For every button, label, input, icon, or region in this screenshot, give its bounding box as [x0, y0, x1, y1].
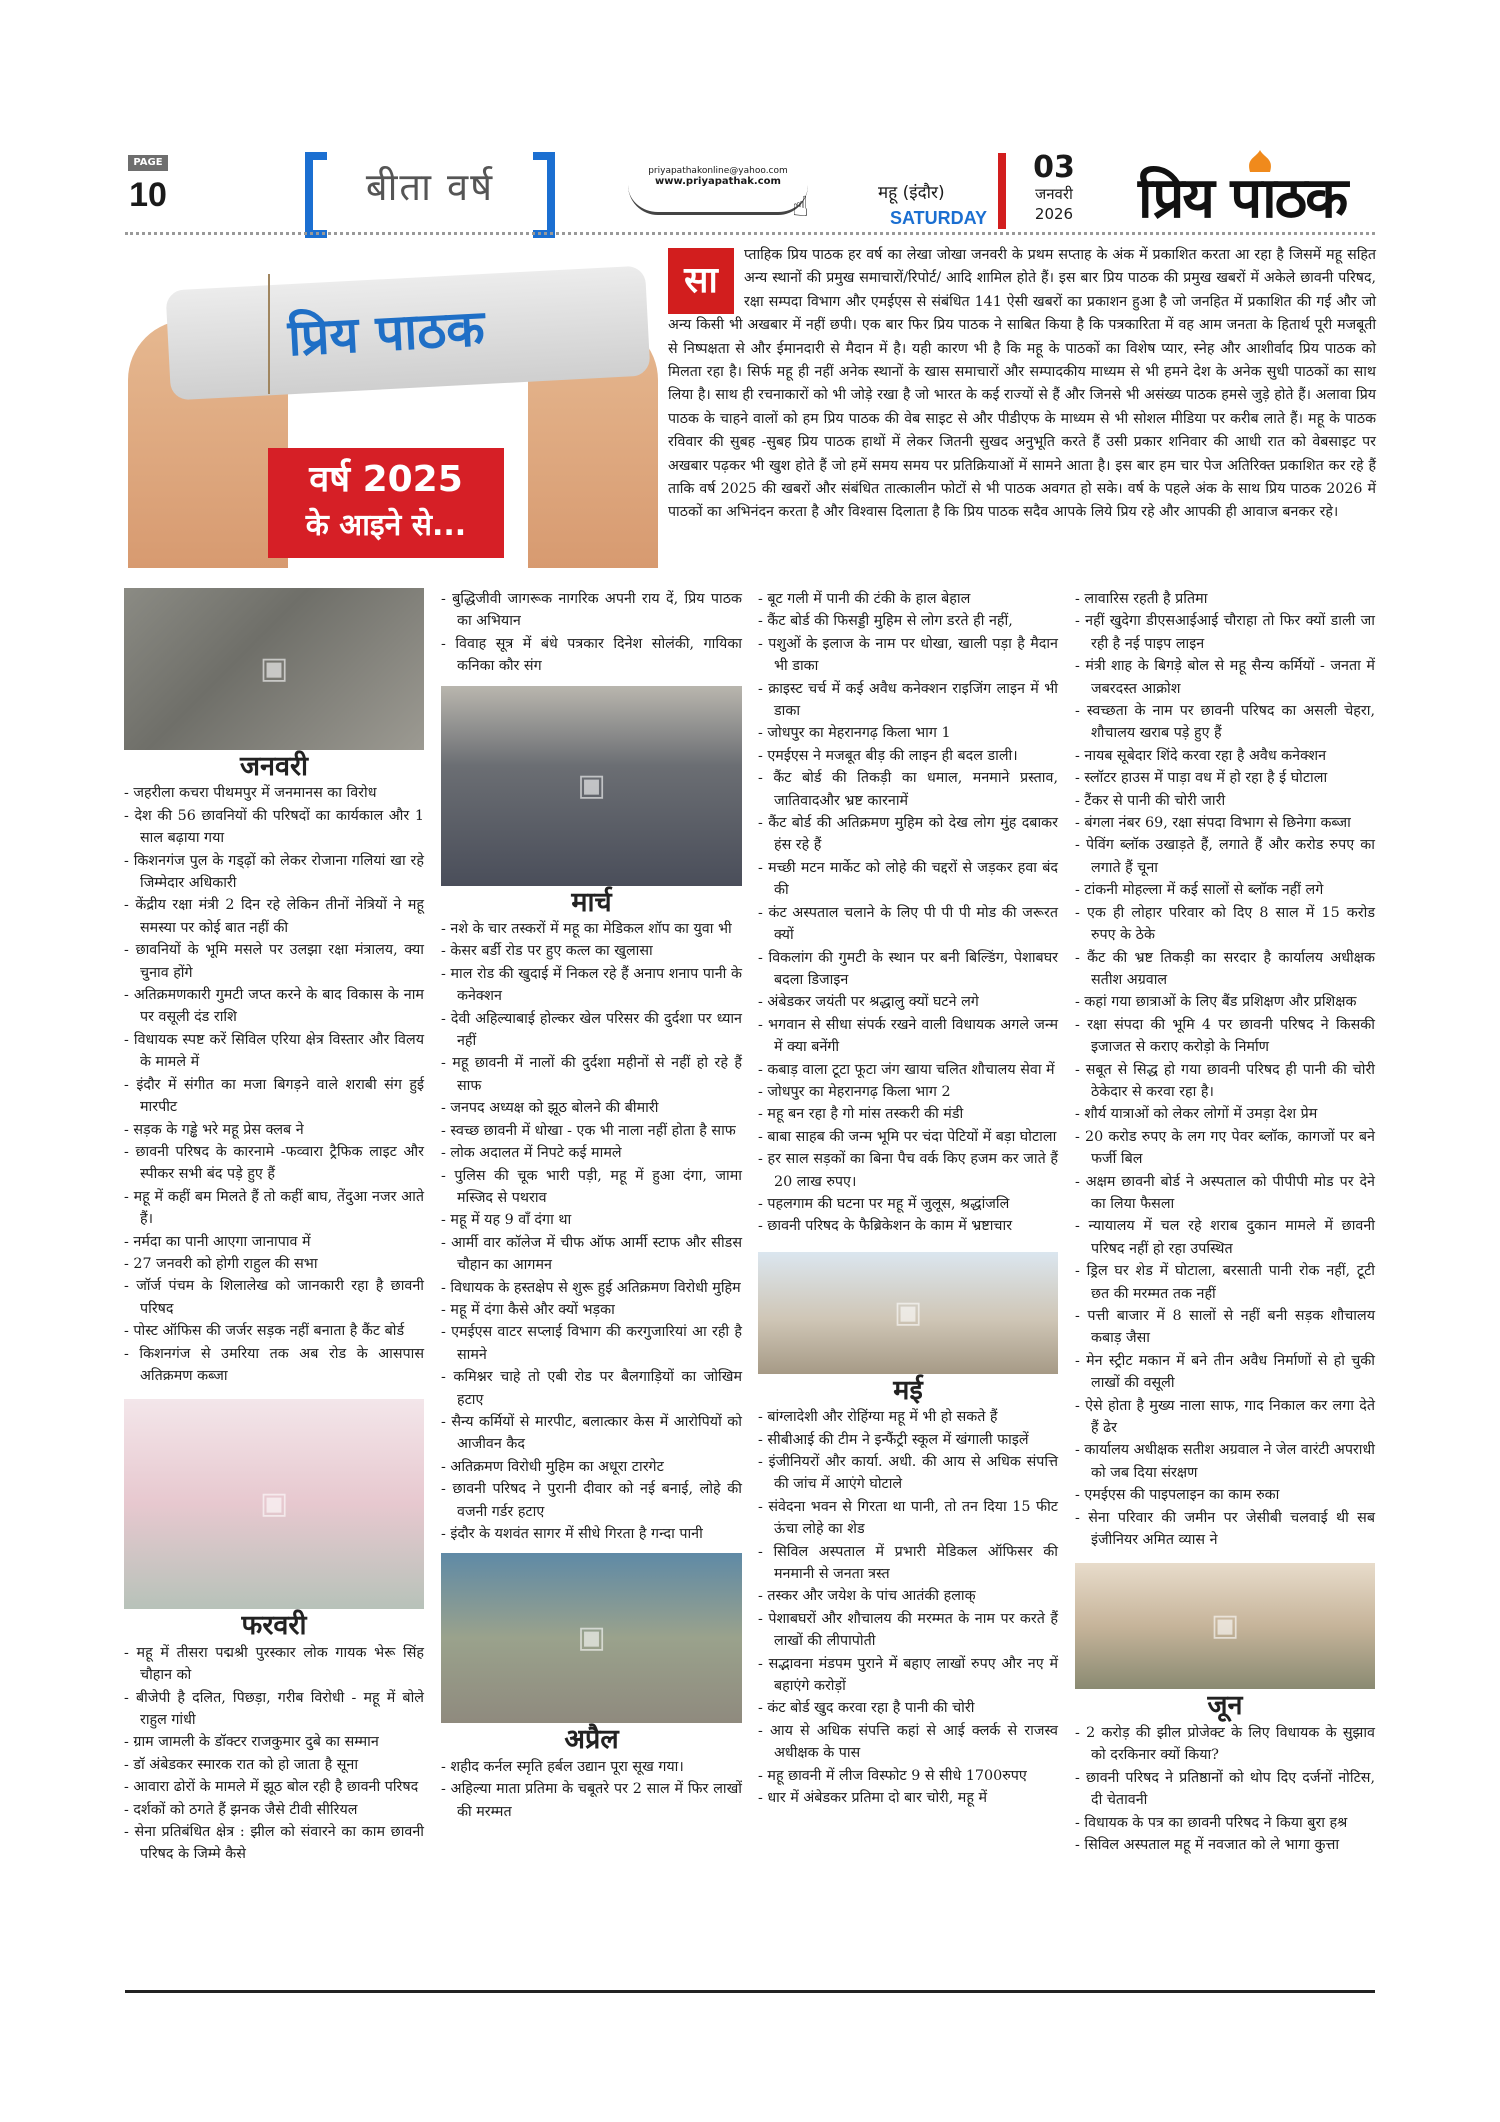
news-headline-item: - लावारिस रहती है प्रतिमा: [1075, 588, 1375, 610]
news-headline-item: - पत्ती बाजार में 8 सालों से नहीं बनी सड़क शौचालय कबाड़ जैसा: [1075, 1305, 1375, 1350]
news-headline-item: - सिविल अस्पताल महू में नवजात को ले भागा कुत्ता: [1075, 1834, 1375, 1856]
news-headline-item: - आवारा ढोरों के मामले में झूठ बोल रही है छावनी परिषद: [124, 1776, 424, 1798]
news-headline-item: - सद्भावना मंडपम पुराने में बहाए लाखों रुपए और नए में बहाएंगे करोड़ों: [758, 1653, 1058, 1698]
news-headline-item: - ग्राम जामली के डॉक्टर राजकुमार दुबे का सम्मान: [124, 1731, 424, 1753]
news-headline-item: - स्वच्छ छावनी में धोखा - एक भी नाला नहीं होता है साफ: [441, 1120, 742, 1142]
arrest-photo: [441, 686, 742, 886]
june-list: [1075, 1722, 1375, 1856]
masthead: प्रिय पाठक: [1138, 166, 1347, 231]
news-headline-item: - स्लॉटर हाउस में पाड़ा वध में हो रहा है ई घोटाला: [1075, 767, 1375, 789]
news-headline-item: - छावनी परिषद के कारनामे -फव्वारा ट्रैफिक लाइट और स्पीकर सभी बंद पड़े हुए हैं: [124, 1141, 424, 1186]
news-headline-item: - अंबेडकर जयंती पर श्रद्धालु क्यों घटने लगे: [758, 991, 1058, 1013]
news-headline-item: - किशनगंज से उमरिया तक अब रोड के आसपास अतिक्रमण कब्जा: [124, 1343, 424, 1388]
rally-stage-photo: [124, 1399, 424, 1609]
news-headline-item: - कहां गया छात्राओं के लिए बैंड प्रशिक्षण और प्रशिक्षक: [1075, 991, 1375, 1013]
news-headline-item: - नायब सूबेदार शिंदे करवा रहा है अवैध कनेक्शन: [1075, 745, 1375, 767]
news-headline-item: - केंद्रीय रक्षा मंत्री 2 दिन रहे लेकिन तीनों नेत्रियों ने महू समस्या पर कोई बात नहीं की: [124, 894, 424, 939]
broken-wall-photo: [441, 1553, 742, 1723]
page-number-tag: [128, 155, 168, 223]
news-headline-item: - जोधपुर का मेहरानगढ़ किला भाग 1: [758, 722, 1058, 744]
news-headline-item: - क्राइस्ट चर्च में कई अवैध कनेक्शन राइजिंग लाइन में भी डाका: [758, 678, 1058, 723]
news-headline-item: - देश की 56 छावनियों की परिषदों का कार्यकाल और 1 साल बढ़ाया गया: [124, 805, 424, 850]
news-headline-item: - बीजेपी है दलित, पिछड़ा, गरीब विरोधी - महू में बोले राहुल गांधी: [124, 1687, 424, 1732]
news-headline-item: - पोस्ट ऑफिस की जर्जर सड़क नहीं बनाता है कैंट बोर्ड: [124, 1320, 424, 1342]
news-headline-item: - अहिल्या माता प्रतिमा के चबूतरे पर 2 साल में फिर लाखों की मरम्मत: [441, 1778, 742, 1823]
news-headline-item: - कंट अस्पताल चलाने के लिए पी पी पी मोड की जरूरत क्यों: [758, 902, 1058, 947]
month-heading-june: जून: [1207, 1690, 1243, 1722]
news-headline-item: - सेना परिवार की जमीन पर जेसीबी चलवाई थी सब इंजीनियर अमित व्यास ने: [1075, 1507, 1375, 1552]
news-headline-item: - धार में अंबेडकर प्रतिमा दो बार चोरी, महू में: [758, 1787, 1058, 1809]
news-headline-item: - नर्मदा का पानी आएगा जानापाव में: [124, 1231, 424, 1253]
news-headline-item: - बाबा साहब की जन्म भूमि पर चंदा पेटियों में बड़ा घोटाला: [758, 1126, 1058, 1148]
month-heading-april: अप्रैल: [564, 1724, 619, 1756]
paper-brand: प्रिय पाठक: [286, 299, 486, 368]
news-headline-item: - बुद्धिजीवी जागरूक नागरिक अपनी राय दें, प्रिय पाठक का अभियान: [441, 588, 742, 633]
intro-text: प्ताहिक प्रिय पाठक हर वर्ष का लेखा जोखा जनवरी के प्रथम सप्ताह के अंक में प्रकाशित करता आ रहा है जिसमें महू सहित अन्य स्थानों की प्रमुख समाचारों/रिपोर्ट/ आदि शामिल होते हैं। इस बार प्रिय पाठक की प्रमुख खबरों में अकेले छावनी परिषद, रक्षा सम्पदा विभाग और एमईएस से संबंधित 141 ऐसी खबरों का प्रकाशन हुआ है जो जनहित में प्रकाशित की गई और जो अन्य किसी भी अखबार में नहीं छपी। एक बार फिर प्रिय पाठक ने साबित किया है कि पत्रकारिता में वह आम जनता के हितार्थ पूरी मजबूती से निष्पक्षता से और ईमानदारी से मैदान में है। यही कारण भी है कि महू के पाठकों का विशेष प्यार, स्नेह और आशीर्वाद प्रिय पाठक को मिलता रहा है। सिर्फ महू ही नहीं अनेक स्थानों के खास समाचारों और सम्पादकीय माध्यम से भी हमने देश के अनेक सुधी पाठकों का साथ लिया है। साथ ही रचनाकारों को भी जोड़े रखा है जो भारत के कई राज्यों से हैं और जिनसे भी असंख्य पाठक हमसे जुड़े होते हैं। अलावा प्रिय पाठक के चाहने वालों को हम प्रिय पाठक की वेब साइट से और पीडीएफ के माध्यम से भी सोशल मीडिया पर करीब लाते हैं। महू के पाठक रविवार की सुबह -सुबह प्रिय पाठक हाथों में लेकर जितनी सुखद अनुभूति करते हैं उसी प्रकार शनिवार की आधी रात को वेबसाइट पर अखबार पढ़कर भी खुश होते हैं जो हमें समय समय पर प्रतिक्रियाओं में सामने आता है। इस बार हम चार पेज अतिरिक्त प्रकाशित कर रहे हैं ताकि वर्ष 2025 की खबरों और संबंधित तात्कालीन फोटों से भी पाठक अवगत हो सके। वर्ष के पहले अंक के साथ प्रिय पाठक 2026 में पाठकों का अभिनंदन करता है और विश्वास दिलाता है कि प्रिय पाठक सदैव आपके लिये प्रिय रहे और आपकी ही आवाज बनकर रहे।: [668, 247, 1376, 521]
email-text: priyapathakonline@yahoo.com: [648, 166, 788, 176]
news-headline-item: - छावनी परिषद ने पुरानी दीवार को नई बनाई, लोहे की वजनी गर्डर हटाए: [441, 1478, 742, 1523]
year-banner-line1: वर्ष 2025: [309, 459, 463, 500]
news-headline-item: - विधायक स्पष्ट करें सिविल एरिया क्षेत्र विस्तार और विलय के मामले में: [124, 1029, 424, 1074]
pointing-hand-icon: ☝: [792, 190, 810, 223]
news-headline-item: - 2 करोड़ की झील प्रोजेक्ट के लिए विधायक के सुझाव को दरकिनार क्यों किया?: [1075, 1722, 1375, 1767]
news-headline-item: - देवी अहिल्याबाई होल्कर खेल परिसर की दुर्दशा पर ध्यान नहीं: [441, 1008, 742, 1053]
bottom-rule: [125, 1990, 1375, 1993]
news-headline-item: - इंदौर के यशवंत सागर में सीधे गिरता है गन्दा पानी: [441, 1523, 742, 1545]
news-headline-item: - सड़क के गड्ढे भरे महू प्रेस क्लब ने: [124, 1119, 424, 1141]
march-pre-list: [441, 588, 742, 678]
news-headline-item: - छावनियों के भूमि मसले पर उलझा रक्षा मंत्रालय, क्या चुनाव होंगे: [124, 939, 424, 984]
february-list: [124, 1642, 424, 1866]
news-headline-item: - महू बन रहा है गो मांस तस्करी की मंडी: [758, 1103, 1058, 1125]
news-headline-item: - बांग्लादेशी और रोहिंग्या महू में भी हो सकते हैं: [758, 1406, 1058, 1428]
month-heading-march: मार्च: [571, 886, 612, 918]
dateline-date: [1024, 152, 1084, 224]
dropcap: सा: [668, 248, 734, 314]
news-headline-item: - ऐसे होता है मुख्य नाला साफ, गाद निकाल कर लगा देते हैं ढेर: [1075, 1395, 1375, 1440]
january-list: [124, 782, 424, 1387]
date-month: जनवरी: [1035, 185, 1073, 203]
column-1: [124, 588, 424, 1866]
news-headline-item: - आर्मी वार कॉलेज में चीफ ऑफ आर्मी स्टाफ और सीडस चौहान का आगमन: [441, 1232, 742, 1277]
news-headline-item: - जनपद अध्यक्ष को झूठ बोलने की बीमारी: [441, 1097, 742, 1119]
news-headline-item: - पशुओं के इलाज के नाम पर धोखा, खाली पड़ा है मैदान भी डाका: [758, 633, 1058, 678]
news-headline-item: - लोक अदालत में निपटे कई मामले: [441, 1142, 742, 1164]
news-headline-item: - शहीद कर्नल स्मृति हर्बल उद्यान पूरा सूख गया।: [441, 1756, 742, 1778]
news-headline-item: - मच्छी मटन मार्केट को लोहे की चद्दरों से जड़कर हवा बंद की: [758, 857, 1058, 902]
column-4-list: [1075, 588, 1375, 1551]
news-headline-item: - विकलांग की गुमटी के स्थान पर बनी बिल्डिंग, पेशाबघर बदला डिजाइन: [758, 947, 1058, 992]
news-headline-item: - 20 करोड रुपए के लग गए पेवर ब्लॉक, कागजों पर बने फर्जी बिल: [1075, 1126, 1375, 1171]
news-headline-item: - किशनगंज पुल के गड्ढ़ों को लेकर रोजाना गलियां खा रहे जिम्मेदार अधिकारी: [124, 850, 424, 895]
news-headline-item: - मेन स्ट्रीट मकान में बने तीन अवैध निर्माणों से हो चुकी लाखों की वसूली: [1075, 1350, 1375, 1395]
news-headline-item: - नहीं खुदेगा डीएसआईआई चौराहा तो फिर क्यों डाली जा रही है नई पाइप लाइन: [1075, 610, 1375, 655]
news-headline-item: - जोधपुर का मेहरानगढ़ किला भाग 2: [758, 1081, 1058, 1103]
news-headline-item: - इंजीनियरों और कार्या. अधी. की आय से अधिक संपत्ति की जांच में आएंगे घोटाले: [758, 1451, 1058, 1496]
news-headline-item: - हर साल सड़कों का बिना पैच वर्क किए हजम कर जाते हैं 20 लाख रुपए।: [758, 1148, 1058, 1193]
section-title-text: बीता वर्ष: [365, 165, 495, 209]
page-label: PAGE: [128, 155, 168, 171]
news-headline-item: - महू में कहीं बम मिलते हैं तो कहीं बाघ, तेंदुआ नजर आते हैं।: [124, 1186, 424, 1231]
news-headline-item: - शौर्य यात्राओं को लेकर लोगों में उमड़ा देश प्रेम: [1075, 1103, 1375, 1125]
news-headline-item: - छावनी परिषद ने प्रतिष्ठानों को थोप दिए दर्जनों नोटिस, दी चेतावनी: [1075, 1767, 1375, 1812]
right-bracket-icon: [533, 152, 555, 238]
news-headline-item: - सीबीआई की टीम ने इन्फैंट्री स्कूल में खंगाली फाइलें: [758, 1429, 1058, 1451]
dateline-weekday: SATURDAY: [890, 208, 988, 228]
news-headline-item: - ड्रिल घर शेड में घोटाला, बरसाती पानी रोक नहीं, टूटी छत की मरम्मत तक नहीं: [1075, 1260, 1375, 1305]
twine-string: [268, 274, 270, 394]
news-headline-item: - अतिक्रमण विरोधी मुहिम का अधूरा टारगेट: [441, 1456, 742, 1478]
news-headline-item: - कार्यालय अधीक्षक सतीश अग्रवाल ने जेल वारंटी अपराधी को जब दिया संरक्षण: [1075, 1439, 1375, 1484]
column-2: [441, 588, 742, 1823]
news-headline-item: - कमिश्नर चाहे तो एबी रोड पर बैलगाड़ियों का जोखिम हटाए: [441, 1366, 742, 1411]
column-4: [1075, 588, 1375, 1856]
news-headline-item: - सबूत से सिद्ध हो गया छावनी परिषद ही पानी की चोरी ठेकेदार से करवा रहा है।: [1075, 1059, 1375, 1104]
news-headline-item: - संवेदना भवन से गिरता था पानी, तो तन दिया 15 फीट ऊंचा लोहे का शेड: [758, 1496, 1058, 1541]
photo-icon: ▣: [1210, 1608, 1240, 1644]
news-headline-item: - डॉ अंबेडकर स्मारक रात को हो जाता है सूना: [124, 1754, 424, 1776]
section-title: [305, 152, 555, 230]
header-divider: [125, 232, 1375, 235]
road-pothole-photo: [124, 588, 424, 750]
month-heading-february: फरवरी: [241, 1610, 307, 1642]
website-link[interactable]: www.priyapathak.com: [655, 176, 781, 187]
news-headline-item: - इंदौर में संगीत का मजा बिगड़ने वाले शराबी संग हुई मारपीट: [124, 1074, 424, 1119]
news-headline-item: - बूट गली में पानी की टंकी के हाल बेहाल: [758, 588, 1058, 610]
may-list: [758, 1406, 1058, 1809]
news-headline-item: - छावनी परिषद के फैब्रिकेशन के काम में भ्रष्टाचार: [758, 1215, 1058, 1237]
news-headline-item: - बंगला नंबर 69, रक्षा संपदा विभाग से छिनेगा कब्जा: [1075, 812, 1375, 834]
news-headline-item: - महू में यह 9 वाँ दंगा था: [441, 1209, 742, 1231]
year-banner-line2: के आइने से...: [305, 508, 467, 543]
news-headline-item: - महू में दंगा कैसे और क्यों भड़का: [441, 1299, 742, 1321]
april-list: [441, 1756, 742, 1823]
contact-box: [628, 166, 808, 215]
column-3: [758, 588, 1058, 1810]
news-headline-item: - महू में तीसरा पद्मश्री पुरस्कार लोक गायक भेरू सिंह चौहान को: [124, 1642, 424, 1687]
news-headline-item: - कंट बोर्ड खुद करवा रहा है पानी की चोरी: [758, 1697, 1058, 1719]
news-headline-item: - केसर बर्डी रोड पर हुए कत्ल का खुलासा: [441, 940, 742, 962]
news-headline-item: - रक्षा संपदा की भूमि 4 पर छावनी परिषद ने किसकी इजाजत से कराए करोड़ो के निर्माण: [1075, 1014, 1375, 1059]
month-heading-january: जनवरी: [239, 751, 309, 782]
news-headline-item: - कैंट बोर्ड की अतिक्रमण मुहिम को देख लोग मुंह दबाकर हंस रहे हैं: [758, 812, 1058, 857]
news-headline-item: - दर्शकों को ठगते हैं झनक जैसे टीवी सीरियल: [124, 1799, 424, 1821]
intro-article: [668, 244, 1376, 525]
page-number: 10: [129, 176, 167, 214]
news-headline-item: - पेविंग ब्लॉक उखाड़ते हैं, लगाते हैं और करोड रुपए का लगाते हैं चूना: [1075, 834, 1375, 879]
news-headline-item: - माल रोड की खुदाई में निकल रहे हैं अनाप शनाप पानी के कनेक्शन: [441, 963, 742, 1008]
news-headline-item: - कैंट की भ्रष्ट तिकड़ी का सरदार है कार्यालय अधीक्षक सतीश अग्रवाल: [1075, 947, 1375, 992]
news-headline-item: - जहरीला कचरा पीथमपुर में जनमानस का विरोध: [124, 782, 424, 804]
news-headline-item: - अक्षम छावनी बोर्ड ने अस्पताल को पीपीपी मोड पर देने का लिया फैसला: [1075, 1171, 1375, 1216]
news-headline-item: - सैन्य कर्मियों से मारपीट, बलात्कार केस में आरोपियों को आजीवन कैद: [441, 1411, 742, 1456]
news-headline-item: - नशे के चार तस्करों में महू का मेडिकल शॉप का युवा भी: [441, 918, 742, 940]
left-bracket-icon: [305, 152, 327, 238]
news-headline-item: - भगवान से सीधा संपर्क रखने वाली विधायक अगले जन्म में क्या बनेंगी: [758, 1014, 1058, 1059]
news-headline-item: - महू छावनी में नालों की दुर्दशा महीनों से नहीं हो रहे हैं साफ: [441, 1052, 742, 1097]
news-headline-item: - सिविल अस्पताल में प्रभारी मेडिकल ऑफिसर की मनमानी से जनता त्रस्त: [758, 1541, 1058, 1586]
lake-site-photo: [1075, 1563, 1375, 1689]
news-headline-item: - विधायक के पत्र का छावनी परिषद ने किया बुरा हश्र: [1075, 1812, 1375, 1834]
news-headline-item: - एमईएस वाटर सप्लाई विभाग की करगुजारियां आ रही है सामने: [441, 1321, 742, 1366]
news-headline-item: - विवाह सूत्र में बंधे पत्रकार दिनेश सोलंकी, गायिका कनिका कौर संग: [441, 633, 742, 678]
column-3-list: [758, 588, 1058, 1238]
news-headline-item: - महू छावनी में लीज विस्फोट 9 से सीधे 1700रुपए: [758, 1765, 1058, 1787]
news-headline-item: - टांकनी मोहल्ला में कई सालों से ब्लॉक नहीं लगे: [1075, 879, 1375, 901]
news-headline-item: - एमईएस ने मजबूत बीड़ की लाइन ही बदल डाली।: [758, 745, 1058, 767]
news-headline-item: - मंत्री शाह के बिगड़े बोल से महू सैन्य कर्मियों - जनता में जबरदस्त आक्रोश: [1075, 655, 1375, 700]
photo-icon: ▣: [893, 1294, 923, 1330]
news-headline-item: - अतिक्रमणकारी गुमटी जप्त करने के बाद विकास के नाम पर वसूली दंड राशि: [124, 984, 424, 1029]
news-headline-item: - जॉर्ज पंचम के शिलालेख को जानकारी रहा है छावनी परिषद: [124, 1275, 424, 1320]
photo-icon: ▣: [577, 1620, 606, 1656]
news-headline-item: - कबाड़ वाला टूटा फूटा जंग खाया चलित शौचालय सेवा में: [758, 1059, 1058, 1081]
dateline-place: महू (इंदौर): [878, 183, 945, 203]
news-headline-item: - पहलगाम की घटना पर महू में जुलूस, श्रद्धांजलि: [758, 1193, 1058, 1215]
date-year: 2026: [1034, 205, 1074, 223]
news-headline-item: - एक ही लोहार परिवार को दिए 8 साल में 15 करोड रुपए के ठेके: [1075, 902, 1375, 947]
news-headline-item: - कैंट बोर्ड की तिकड़ी का धमाल, मनमाने प्रस्ताव, जातिवादऔर भ्रष्ट कारनामें: [758, 767, 1058, 812]
construction-site-photo: [758, 1252, 1058, 1374]
news-headline-item: - विधायक के हस्तक्षेप से शुरू हुई अतिक्रमण विरोधी मुहिम: [441, 1277, 742, 1299]
news-headline-item: - पुलिस की चूक भारी पड़ी, महू में हुआ दंगा, जामा मस्जिद से पथराव: [441, 1165, 742, 1210]
red-divider: [998, 153, 1006, 229]
news-headline-item: - तस्कर और जयेश के पांच आतंकी हलाक्: [758, 1585, 1058, 1607]
news-headline-item: - एमईएस की पाइपलाइन का काम रुका: [1075, 1484, 1375, 1506]
news-headline-item: - आय से अधिक संपत्ति कहां से आई क्लर्क से राजस्व अधीक्षक के पास: [758, 1720, 1058, 1765]
photo-icon: ▣: [259, 650, 289, 686]
date-day: 03: [1033, 150, 1075, 185]
news-headline-item: - 27 जनवरी को होगी राहुल की सभा: [124, 1253, 424, 1275]
march-list: [441, 918, 742, 1545]
news-headline-item: - कैंट बोर्ड की फिसड्डी मुहिम से लोग डरते ही नहीं,: [758, 610, 1058, 632]
month-heading-may: मई: [893, 1374, 923, 1406]
news-headline-item: - सेना प्रतिबंधित क्षेत्र : झील को संवारने का काम छावनी परिषद के जिम्मे कैसे: [124, 1821, 424, 1866]
news-headline-item: - न्यायालय में चल रहे शराब दुकान मामले में छावनी परिषद नहीं हो रहा उपस्थित: [1075, 1215, 1375, 1260]
news-headline-item: - टैंकर से पानी की चोरी जारी: [1075, 790, 1375, 812]
news-headline-item: - पेशाबघरों और शौचालय की मरम्मत के नाम पर करते हैं लाखों की लीपापोती: [758, 1608, 1058, 1653]
year-banner: [268, 448, 504, 558]
photo-icon: ▣: [577, 767, 606, 803]
photo-icon: ▣: [259, 1486, 289, 1522]
news-headline-item: - स्वच्छता के नाम पर छावनी परिषद का असली चेहरा, शौचालय खराब पड़े हुए हैं: [1075, 700, 1375, 745]
